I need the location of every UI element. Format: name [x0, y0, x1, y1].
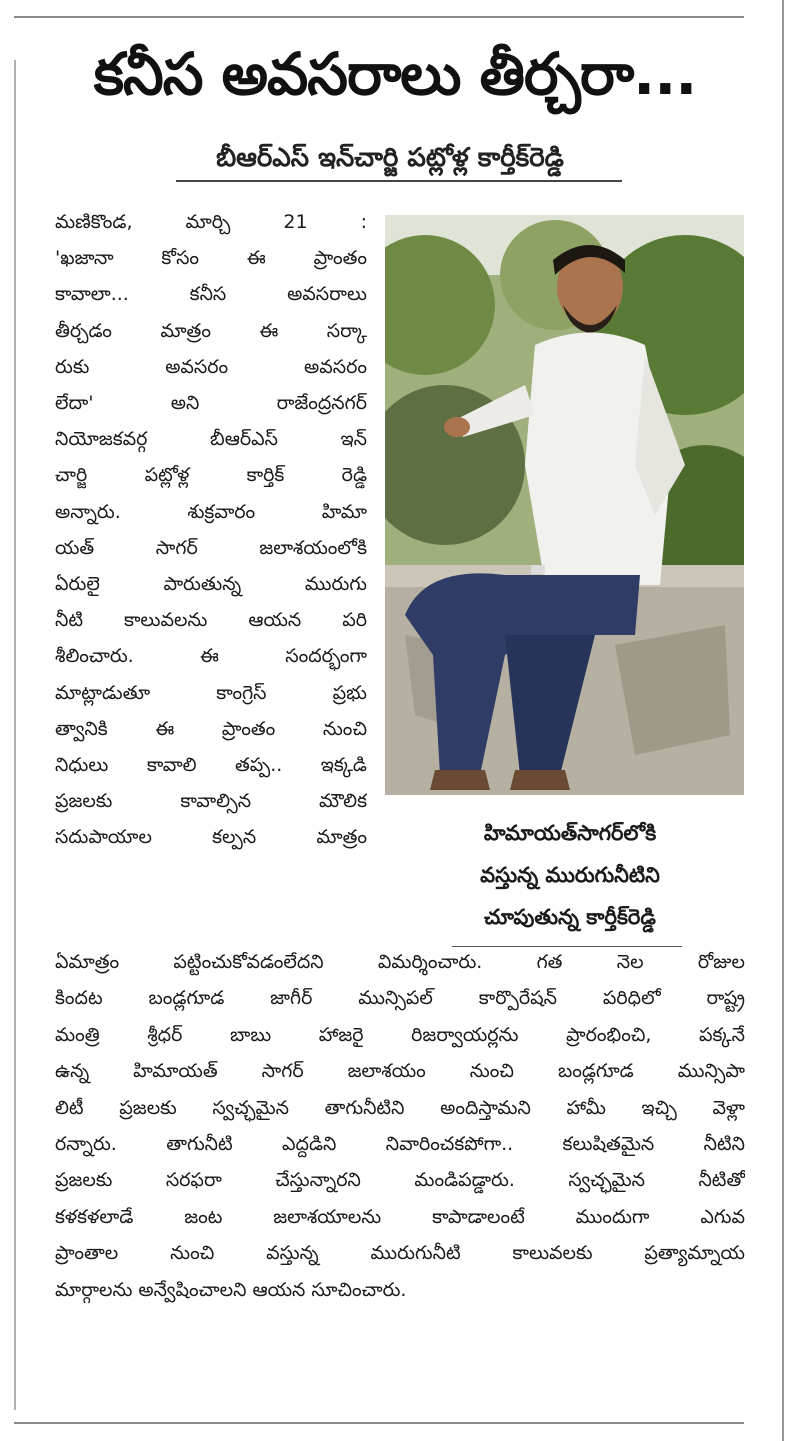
body-narrow-column: [55, 204, 367, 856]
caption-line: వస్తున్న మురుగునీటిని: [480, 863, 660, 887]
caption-line: చూపుతున్న కార్తీక్‌రెడ్డి: [484, 905, 656, 929]
body-line: ప్రాంతాల నుంచి వస్తున్న మురుగునీటి కాలువలకు ప్రత్యామ్నాయ: [55, 1242, 745, 1265]
body-line: కిందట బండ్లగూడ జాగీర్‌ మున్సిపల్‌ కార్పొరేషన్‌ పరిధిలో రాష్ట్ర: [55, 987, 745, 1010]
body-line: అన్నారు. శుక్రవారం హిమా: [55, 500, 367, 523]
body-line: తీర్చడం మాత్రం ఈ సర్కా: [55, 319, 367, 342]
body-line: ఏమాత్రం పట్టించుకోవడంలేదని విమర్శించారు. గత నెల రోజుల: [55, 951, 745, 973]
news-photo: [385, 215, 744, 795]
subheadline: బీఆర్‌ఎస్‌ ఇన్‌చార్జి పట్లోళ్ల కార్తీక్‌రెడ్డి: [216, 143, 564, 173]
body-line: ఏరులై పారుతున్న మురుగు: [55, 573, 367, 596]
headline: కనీస అవసరాలు తీర్చరా...: [93, 40, 697, 108]
body-line: నీటి కాలువలను ఆయన పరి: [55, 609, 367, 632]
body-line: రన్నారు. తాగునీటి ఎద్దడిని నివారించకపోగా.. కలుషితమైన నీటిని: [55, 1133, 745, 1156]
body-line: త్వానికి ఈ ప్రాంతం నుంచి: [55, 717, 367, 740]
top-rule: [14, 16, 744, 18]
subheadline-underline: [176, 180, 622, 182]
bottom-rule: [14, 1422, 744, 1424]
body-line: నియోజకవర్గ బీఆర్‌ఎస్‌ ఇన్‌: [55, 428, 367, 451]
body-line: మణికొండ, మార్చి 21 :: [55, 211, 367, 233]
body-line: ప్రజలకు సరఫరా చేస్తున్నారని మండిపడ్డారు. స్వచ్ఛమైన నీటితో: [55, 1169, 745, 1192]
body-line: శీలించారు. ఈ సందర్భంగా: [55, 645, 367, 668]
body-line: 'ఖజానా కోసం ఈ ప్రాంతం: [55, 247, 367, 270]
photo-caption: [420, 812, 720, 938]
body-line: మంత్రి శ్రీధర్‌ బాబు హాజరై రిజర్వాయర్లను ప్రారంభించి, పక్కనే: [55, 1023, 745, 1046]
left-column-rule: [14, 60, 16, 1410]
body-line: నిధులు కావాలి తప్ప.. ఇక్కడి: [55, 754, 367, 777]
body-line: లేదా' అని రాజేంద్రనగర్‌: [55, 392, 367, 415]
caption-line: హిమాయత్‌సాగర్‌లోకి: [483, 821, 657, 845]
man-sitting-on-wall-illustration: [385, 215, 744, 795]
body-wide-column: [55, 944, 745, 1308]
body-line: కళకళలాడే జంట జలాశయాలను కాపాడాలంటే ముందుగా ఎగువ: [55, 1205, 745, 1228]
body-line: సదుపాయాల కల్పన మాత్రం: [55, 826, 367, 849]
body-line: ప్రజలకు కావాల్సిన మౌలిక: [55, 790, 367, 813]
body-line: మార్గాలను అన్వేషించాలని ఆయన సూచించారు.: [55, 1278, 407, 1301]
body-line: చార్జి పట్లోళ్ల కార్తిక్‌ రెడ్డి: [55, 464, 367, 487]
body-line: ఉన్న హిమాయత్‌ సాగర్‌ జలాశయం నుంచి బండ్లగూడ మున్సిపా: [55, 1060, 745, 1083]
body-line: యత్‌ సాగర్‌ జలాశయంలోకి: [55, 536, 367, 559]
right-column-rule: [782, 0, 784, 1441]
body-line: మాట్లాడుతూ కాంగ్రెస్‌ ప్రభు: [55, 681, 367, 704]
body-line: లిటీ ప్రజలకు స్వచ్ఛమైన తాగునీటిని అందిస్తామని హామీ ఇచ్చి వెళ్లా: [55, 1096, 745, 1119]
body-line: రుకు అవసరం అవసరం: [55, 355, 367, 378]
body-line: కావాలా... కనీస అవసరాలు: [55, 283, 367, 306]
